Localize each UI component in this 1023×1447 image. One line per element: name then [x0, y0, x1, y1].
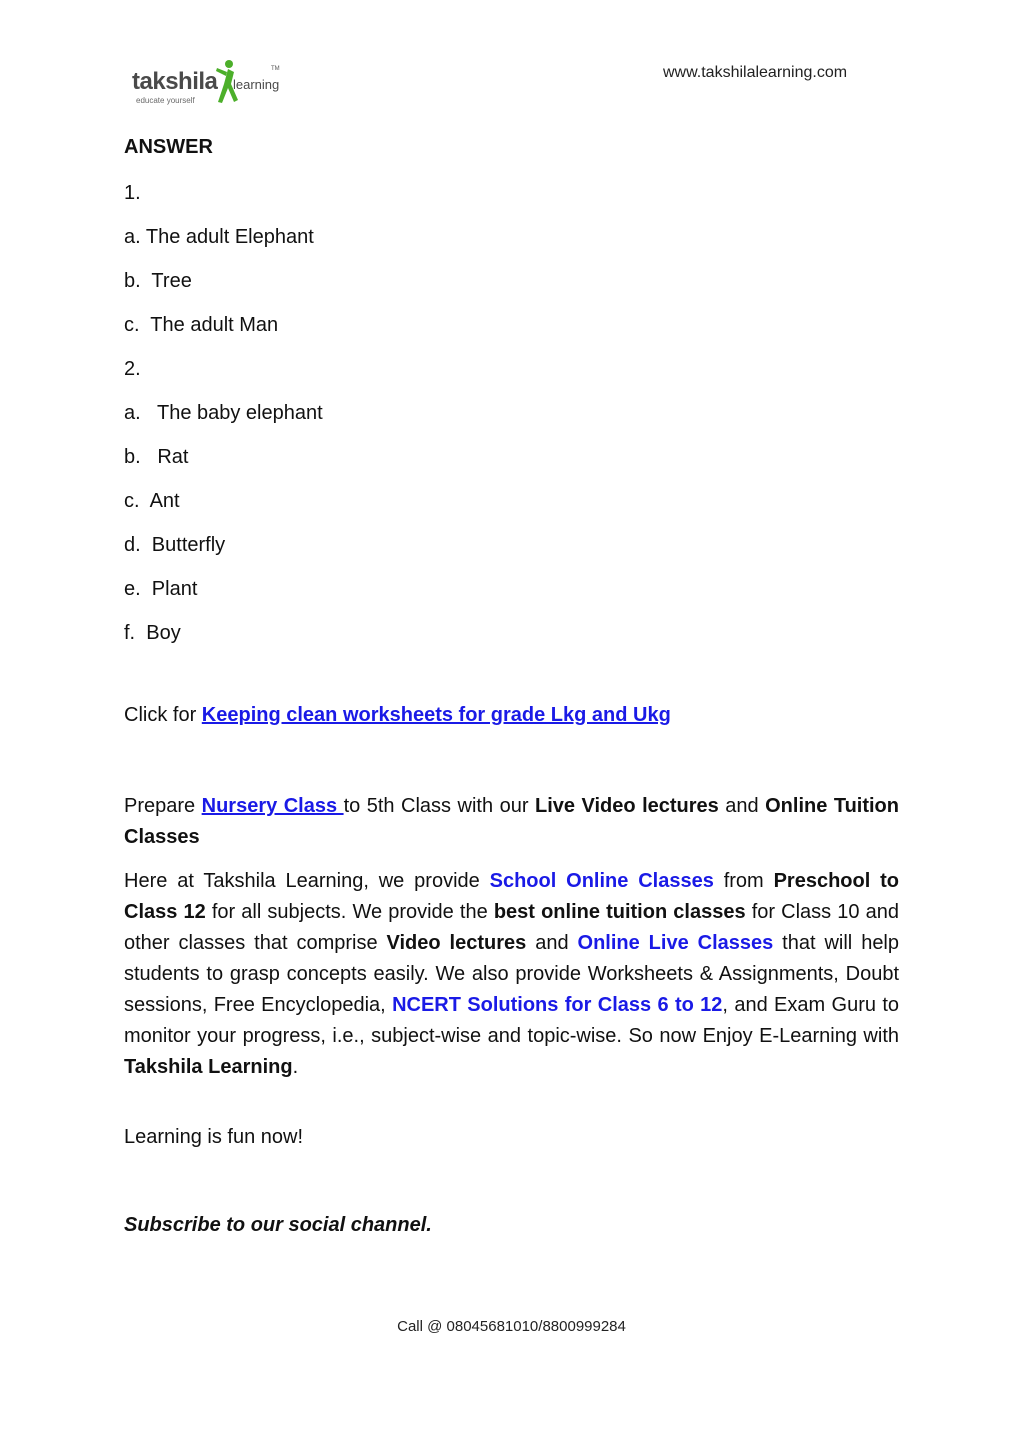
video-lectures-text: Video lectures: [386, 932, 527, 954]
answer-item: c. The adult Man: [124, 314, 279, 336]
logo-sub: learning: [233, 77, 280, 92]
answer-item: b. Tree: [124, 270, 192, 292]
live-video-lectures-text: Live Video lectures: [534, 795, 719, 817]
answer-item: a. The baby elephant: [124, 402, 323, 424]
online-tuition-classes-text: Online Tuition Classes: [124, 795, 899, 848]
takshila-logo[interactable]: [130, 58, 290, 110]
answer-item: c. Ant: [124, 490, 180, 512]
here-text-4: for Class 10 and other classes that comprise: [124, 901, 899, 954]
site-url[interactable]: www.takshilalearning.com: [663, 64, 848, 81]
answer-item: f. Boy: [124, 622, 181, 644]
ncert-solutions-link[interactable]: NCERT Solutions for Class 6 to 12: [392, 994, 723, 1016]
answer-item: d. Butterfly: [124, 534, 226, 556]
here-text-7: , and Exam Guru to monitor your progress, i.e., subject-wise and topic-wise. So now Enjoy E-Learning with: [124, 994, 900, 1047]
logo-trademark: TM: [271, 66, 280, 72]
logo-tagline: educate yourself: [136, 96, 195, 105]
prepare-text-3: and: [718, 795, 766, 817]
here-text-6: that will help students to grasp concepts easily. We also provide Worksheets & Assignments, Doubt sessions, Free Encyclopedia,: [124, 932, 900, 1016]
worksheet-link-line: [124, 704, 671, 727]
answer-list: [124, 176, 323, 660]
preschool-to-class-12-text: Preschool to Class 12: [124, 870, 900, 923]
takshila-learning-text: Takshila Learning: [124, 1056, 293, 1078]
answer-item: a. The adult Elephant: [124, 226, 314, 248]
here-text-8: .: [292, 1056, 299, 1078]
best-online-tuition-text: best online tuition classes: [493, 901, 746, 923]
nursery-class-link[interactable]: Nursery Class: [201, 795, 344, 817]
here-text-5: and: [526, 932, 578, 954]
here-text-1: Here at Takshila Learning, we provide: [124, 870, 490, 892]
logo-brand: takshila: [132, 68, 218, 95]
prepare-text-1: Prepare: [124, 795, 202, 817]
answer-heading: ANSWER: [124, 136, 213, 158]
click-prefix: Click for: [124, 704, 202, 726]
answer-item: 1.: [124, 182, 141, 204]
answer-item: e. Plant: [124, 578, 198, 600]
footer-contact: Call @ 08045681010/8800999284: [397, 1318, 626, 1335]
subscribe-text: Subscribe to our social channel.: [124, 1214, 432, 1236]
prepare-text-2: to 5th Class with our: [343, 795, 535, 817]
keeping-clean-worksheets-link[interactable]: Keeping clean worksheets for grade Lkg and Ukg: [201, 704, 671, 726]
here-text-3: for all subjects. We provide the: [205, 901, 494, 923]
answer-item: 2.: [124, 358, 141, 380]
learning-fun-text: Learning is fun now!: [124, 1126, 304, 1148]
prepare-paragraph: [124, 791, 899, 853]
answer-item: b. Rat: [124, 446, 189, 468]
online-live-classes-link[interactable]: Online Live Classes: [577, 932, 774, 954]
school-online-classes-link[interactable]: School Online Classes: [489, 870, 714, 892]
takshila-description-paragraph: [124, 866, 899, 1083]
here-text-2: from: [713, 870, 774, 892]
